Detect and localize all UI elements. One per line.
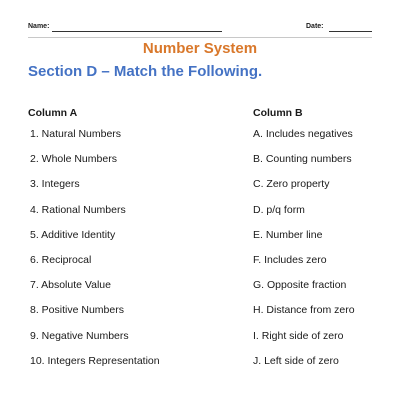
column-b-header: Column B: [253, 107, 303, 119]
match-table: [0, 124, 400, 379]
column-a-item: 1. Natural Numbers: [30, 128, 122, 140]
column-b-item: B. Counting numbers: [253, 153, 352, 166]
match-row: [0, 326, 400, 351]
column-a-item: 6. Reciprocal: [30, 253, 92, 266]
match-row: [0, 200, 400, 225]
column-b-item: J. Left side of zero: [253, 354, 339, 367]
match-row: [0, 174, 400, 199]
worksheet-title: Number System: [142, 40, 258, 57]
column-a-item: 3. Integers: [30, 178, 80, 191]
column-a-item: 10. Integers Representation: [30, 354, 160, 367]
header-row: [28, 20, 372, 36]
column-b-item: H. Distance from zero: [253, 304, 355, 317]
column-b-item: D. p/q form: [253, 203, 305, 216]
column-b-item: E. Number line: [253, 228, 323, 241]
name-label: Name:: [28, 23, 50, 30]
date-blank-line: [329, 31, 372, 32]
match-row: [0, 275, 400, 300]
match-row: [0, 250, 400, 275]
column-a-item: 9. Negative Numbers: [30, 329, 129, 342]
column-b-item: C. Zero property: [253, 178, 330, 191]
header-divider: [28, 37, 372, 38]
match-row: [0, 351, 400, 376]
match-row: [0, 149, 400, 174]
column-b-item: A. Includes negatives: [253, 128, 353, 140]
name-blank-line: [52, 31, 222, 32]
match-row: [0, 300, 400, 325]
column-a-item: 7. Absolute Value: [30, 279, 111, 292]
match-row: [0, 225, 400, 250]
date-label: Date:: [306, 23, 324, 30]
column-a-item: 5. Additive Identity: [30, 228, 116, 241]
section-heading: Section D – Match the Following.: [28, 63, 263, 80]
column-a-item: 4. Rational Numbers: [30, 203, 126, 216]
column-a-header: Column A: [28, 107, 78, 119]
column-a-item: 8. Positive Numbers: [30, 304, 124, 317]
column-b-item: G. Opposite fraction: [253, 279, 347, 292]
column-b-item: I. Right side of zero: [253, 329, 344, 342]
column-a-item: 2. Whole Numbers: [30, 153, 117, 166]
column-b-item: F. Includes zero: [253, 253, 327, 266]
match-row: [0, 124, 400, 149]
